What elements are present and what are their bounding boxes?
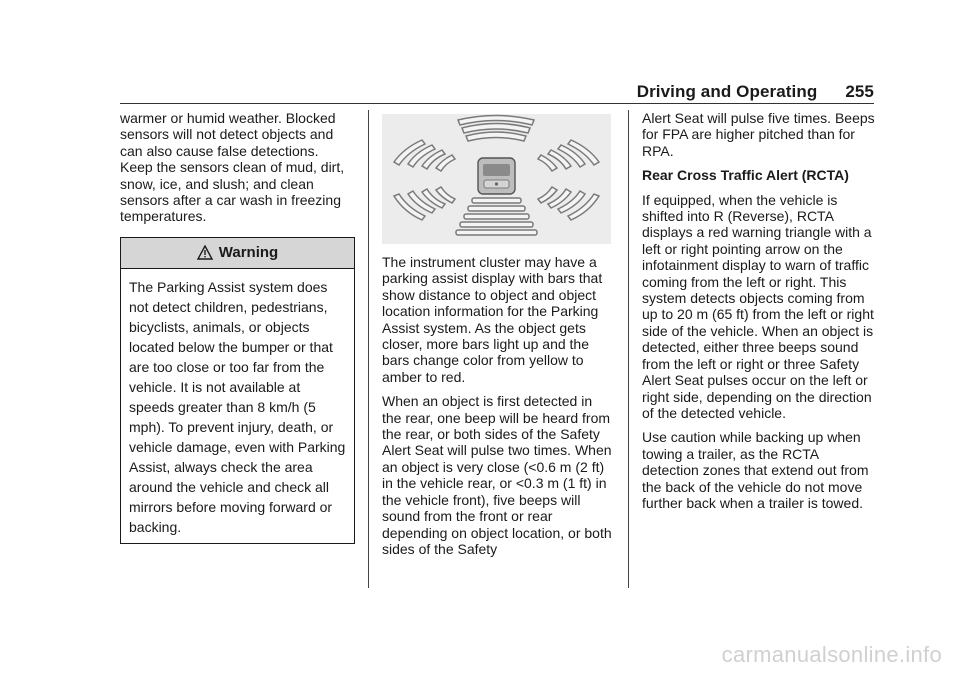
warning-header (121, 238, 354, 269)
watermark: carmanualsonline.info (721, 642, 942, 667)
rcta-heading: Rear Cross Traffic Alert (RCTA) (642, 167, 849, 184)
parking-assist-display-figure (382, 114, 611, 244)
warning-triangle-icon (197, 245, 213, 260)
cluster-display-paragraph: The instrument cluster may have a parking assist display with bars that show distance to object and object location information for the Parking Assist system. As the object gets closer, more bars light up and the bars change color from yellow to amber to red. (382, 254, 603, 385)
trailer-caution-paragraph: Use caution while backing up when towing a trailer, as the RCTA detection zones that extend out from the back of the vehicle do not move further back when a trailer is towed. (642, 429, 869, 511)
rcta-description-paragraph: If equipped, when the vehicle is shifted into R (Reverse), RCTA displays a red warning triangle with a left or right pointing arrow on the infotainment display to warn of traffic coming from the left or right. This system detects objects coming from up to 20 m (65 ft) from the left or right side of the vehicle. When an object is detected, either three beeps sound from the left or right or three Safety Alert Seat pulses occur on the left or right side, depending on the direction of the detected vehicle. (642, 191, 874, 421)
object-detection-paragraph: When an object is first detected in the rear, one beep will be heard from the rear, or both sides of the Safety Alert Seat will pulse two times. When an object is very close (<0.6 m (2 ft) in the vehicle rear, or <0.3 m (1 ft) in the vehicle front), five beeps will sound from the front or rear depending on object location, or both sides of the Safety (382, 393, 612, 557)
parking-assist-bars-illustration (382, 114, 611, 244)
warning-title: Warning (218, 243, 279, 261)
intro-paragraph: warmer or humid weather. Blocked sensors will not detect objects and can also cause false detections. Keep the sensors clean of mud, dirt, snow, ice, and slush; and clean sensors after a car wash in freezing temperatures. (120, 110, 345, 225)
column-3 (642, 110, 877, 519)
column-2 (382, 110, 614, 565)
column-divider-1 (368, 110, 369, 588)
column-1 (120, 110, 355, 544)
page-header (637, 82, 874, 102)
warning-body: The Parking Assist system does not detect children, pedestrians, bicyclists, animals, or objects located below the bumper or that are too close or too far from the vehicle. It is not available at speeds greater than 8 km/h (5 mph). To prevent injury, death, or vehicle damage, even with Parking Assist, always check the area around the vehicle and check all mirrors before moving forward or backing. (129, 278, 346, 535)
section-title: Driving and Operating (636, 82, 818, 101)
page-number: 255 (845, 82, 874, 101)
alert-seat-paragraph: Alert Seat will pulse five times. Beeps for FPA are higher pitched than for RPA. (642, 110, 875, 159)
header-rule (120, 103, 874, 104)
column-divider-2 (628, 110, 629, 588)
vehicle-icon (478, 158, 515, 194)
warning-box (120, 237, 355, 544)
